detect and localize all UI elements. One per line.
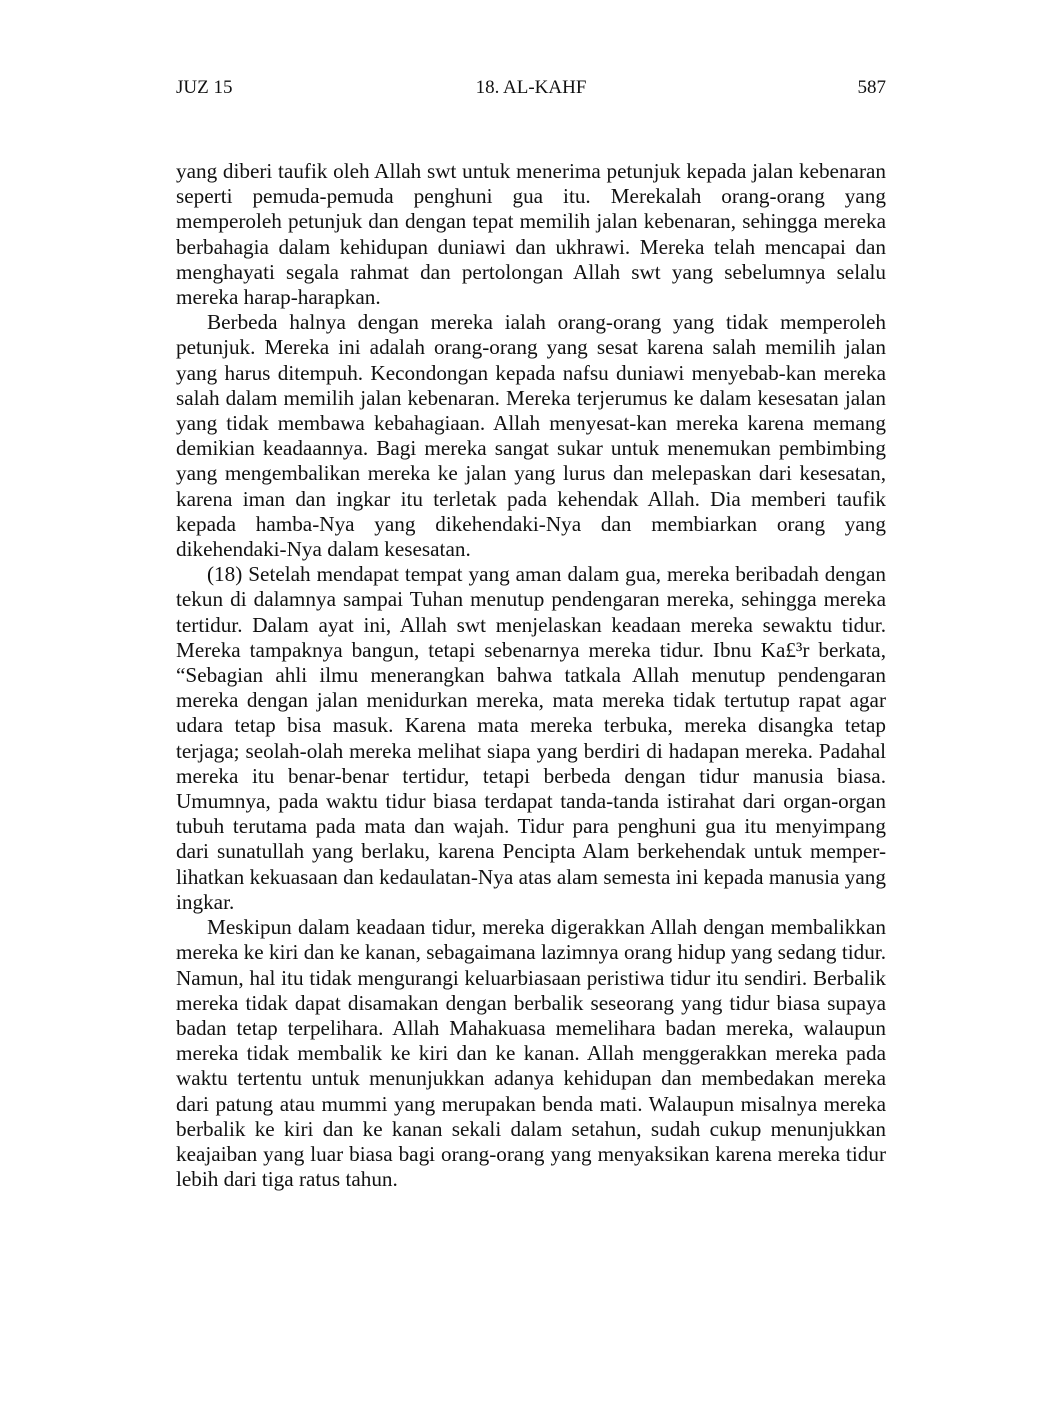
page-body [176, 159, 886, 1192]
paragraph: Berbeda halnya dengan mereka ialah orang-orang yang tidak memperoleh petunjuk. Mereka ini adalah orang-orang yang sesat karena salah memilih jalan yang harus ditempuh. Kecondongan kepada nafsu duniawi menyebab-kan mereka salah dalam memilih jalan kebenaran. Mereka terjerumus ke dalam kesesatan jalan yang tidak membawa kebahagiaan. Allah menyesat-kan mereka karena memang demikian keadaannya. Bagi mereka sangat sukar untuk menemukan pembimbing yang mengembalikan mereka ke jalan yang lurus dan melepaskan dari kesesatan, karena iman dan ingkar itu terletak pada kehendak Allah. Dia memberi taufik kepada hamba-Nya yang dikehendaki-Nya dan membiarkan orang yang dikehendaki-Nya dalam kesesatan. [176, 310, 886, 562]
paragraph-verse-18: (18) Setelah mendapat tempat yang aman dalam gua, mereka beribadah dengan tekun di dalamnya sampai Tuhan menutup pendengaran mereka, sehingga mereka tertidur. Dalam ayat ini, Allah swt menjelaskan keadaan mereka sewaktu tidur. Mereka tampaknya bangun, tetapi sebenarnya mereka tidur. Ibnu Ka£³r berkata, “Sebagian ahli ilmu menerangkan bahwa tatkala Allah menutup pendengaran mereka dengan jalan menidurkan mereka, mata mereka tidak tertutup rapat agar udara tetap bisa masuk. Karena mata mereka terbuka, mereka disangka tetap terjaga; seolah-olah mereka melihat siapa yang berdiri di hadapan mereka. Padahal mereka itu benar-benar tertidur, tetapi berbeda dengan tidur manusia biasa. Umumnya, pada waktu tidur biasa terdapat tanda-tanda istirahat dari organ-organ tubuh terutama pada mata dan wajah. Tidur para penghuni gua itu menyimpang dari sunatullah yang berlaku, karena Pencipta Alam berkehendak untuk memper-lihatkan kekuasaan dan kedaulatan-Nya atas alam semesta ini kepada manusia yang ingkar. [176, 562, 886, 914]
page-number: 587 [857, 77, 886, 98]
surah-title: 18. AL-KAHF [475, 77, 587, 98]
paragraph: Meskipun dalam keadaan tidur, mereka digerakkan Allah dengan membalikkan mereka ke kiri dan ke kanan, sebagaimana lazimnya orang hidup yang sedang tidur. Namun, hal itu tidak mengurangi keluarbiasaan peristiwa tidur itu sendiri. Berbalik mereka tidak dapat disamakan dengan berbalik seseorang yang tidur biasa supaya badan tetap terpelihara. Allah Mahakuasa memelihara badan mereka, walaupun mereka tidak membalik ke kiri dan ke kanan. Allah menggerakkan mereka pada waktu tertentu untuk menunjukkan adanya kehidupan dan membedakan mereka dari patung atau mummi yang merupakan benda mati. Walaupun misalnya mereka berbalik ke kiri dan ke kanan sekali dalam setahun, sudah cukup menunjukkan keajaiban yang luar biasa bagi orang-orang yang menyaksikan karena mereka tidur lebih dari tiga ratus tahun. [176, 915, 886, 1192]
juz-label: JUZ 15 [176, 77, 233, 98]
page-header [176, 74, 886, 102]
paragraph-continuation: yang diberi taufik oleh Allah swt untuk menerima petunjuk kepada jalan kebenaran seperti pemuda-pemuda penghuni gua itu. Merekalah orang-orang yang memperoleh petunjuk dan dengan tepat memilih jalan kebenaran, sehingga mereka berbahagia dalam kehidupan duniawi dan ukhrawi. Mereka telah mencapai dan menghayati segala rahmat dan pertolongan Allah swt yang sebelumnya selalu mereka harap-harapkan. [176, 159, 886, 310]
